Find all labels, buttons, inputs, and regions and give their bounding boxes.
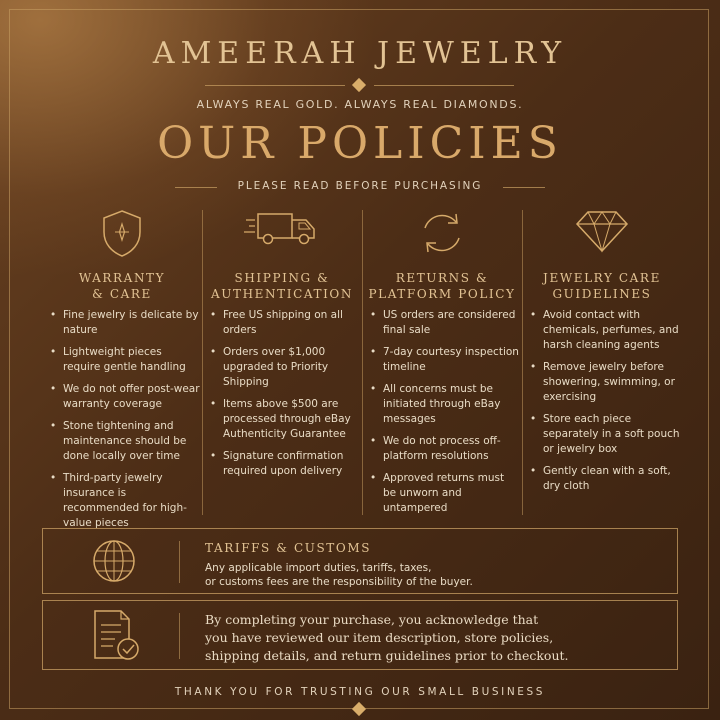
acknowledgement-box — [42, 600, 678, 670]
column-title — [202, 270, 362, 302]
column-title-line: PLATFORM POLICY — [368, 287, 516, 301]
policy-column-shipping — [202, 208, 362, 518]
list-item: • Store each piece separately in a soft pouch or jewelry box — [530, 412, 680, 457]
list-item: • We do not offer post-wear warranty coverage — [50, 382, 200, 412]
tariffs-text-line: or customs fees are the responsibility of the buyer. — [205, 576, 473, 588]
document-check-icon — [91, 608, 141, 666]
acknowledgement-line: By completing your purchase, you acknowledge that — [205, 612, 539, 627]
delivery-truck-icon — [244, 208, 320, 252]
acknowledgement-line: you have reviewed our item description, store policies, — [205, 630, 554, 645]
tariffs-box — [42, 528, 678, 594]
column-title — [522, 270, 682, 302]
acknowledgement-text — [205, 611, 605, 665]
policy-column-returns — [362, 208, 522, 518]
list-item: • Remove jewelry before showering, swimming, or exercising — [530, 360, 680, 405]
policy-list — [210, 308, 360, 486]
column-title-line: RETURNS & — [395, 271, 489, 285]
list-item: • Approved returns must be unworn and untampered — [370, 471, 520, 516]
policy-list — [370, 308, 520, 523]
acknowledgement-line: shipping details, and return guidelines prior to checkout. — [205, 648, 569, 663]
list-item: • Fine jewelry is delicate by nature — [50, 308, 200, 338]
list-item: • Gently clean with a soft, dry cloth — [530, 464, 680, 494]
tariffs-title: TARIFFS & CUSTOMS — [205, 541, 372, 555]
list-item: • Stone tightening and maintenance should be done locally over time — [50, 419, 200, 464]
column-title-line: JEWELRY CARE — [543, 271, 661, 285]
page-title: OUR POLICIES — [157, 118, 563, 169]
box-divider — [179, 613, 180, 659]
brand-name: AMEERAH JEWELRY — [152, 36, 568, 71]
list-item: • Third-party jewelry insurance is recommended for high-value pieces — [50, 471, 200, 531]
thank-you-footer: THANK YOU FOR TRUSTING OUR SMALL BUSINESS — [174, 686, 546, 698]
column-title-line: GUIDELINES — [552, 287, 652, 301]
subtitle-line-right — [503, 187, 545, 188]
tagline: ALWAYS REAL GOLD. ALWAYS REAL DIAMONDS. — [196, 98, 524, 111]
shield-icon — [100, 208, 144, 262]
list-item: • Free US shipping on all orders — [210, 308, 360, 338]
column-title-line: AUTHENTICATION — [211, 287, 353, 301]
policy-list — [530, 308, 680, 501]
list-item: • We do not process off-platform resolutions — [370, 434, 520, 464]
column-title-line: SHIPPING & — [234, 271, 330, 285]
list-item: • All concerns must be initiated through eBay messages — [370, 382, 520, 427]
box-divider — [179, 541, 180, 583]
list-item: • 7-day courtesy inspection timeline — [370, 345, 520, 375]
column-title — [362, 270, 522, 302]
policy-list — [50, 308, 200, 538]
tariffs-text-line: Any applicable import duties, tariffs, taxes, — [205, 562, 432, 574]
list-item: • Avoid contact with chemicals, perfumes, and harsh cleaning agents — [530, 308, 680, 353]
brand-divider-right — [374, 85, 514, 86]
list-item: • Signature confirmation required upon delivery — [210, 449, 360, 479]
list-item: • Orders over $1,000 upgraded to Priority Shipping — [210, 345, 360, 390]
list-item: • US orders are considered final sale — [370, 308, 520, 338]
brand-divider-left — [205, 85, 345, 86]
policy-column-warranty — [42, 208, 202, 529]
policy-column-care — [522, 208, 682, 518]
list-item: • Lightweight pieces require gentle handling — [50, 345, 200, 375]
column-title-line: WARRANTY — [78, 271, 166, 285]
column-title — [42, 270, 202, 302]
column-title-line: & CARE — [92, 287, 152, 301]
return-arrows-icon — [417, 208, 467, 262]
page-subtitle: PLEASE READ BEFORE PURCHASING — [237, 180, 483, 192]
diamond-icon — [574, 208, 630, 258]
list-item: • Items above $500 are processed through eBay Authenticity Guarantee — [210, 397, 360, 442]
tariffs-text — [205, 561, 505, 589]
globe-icon — [91, 538, 137, 588]
